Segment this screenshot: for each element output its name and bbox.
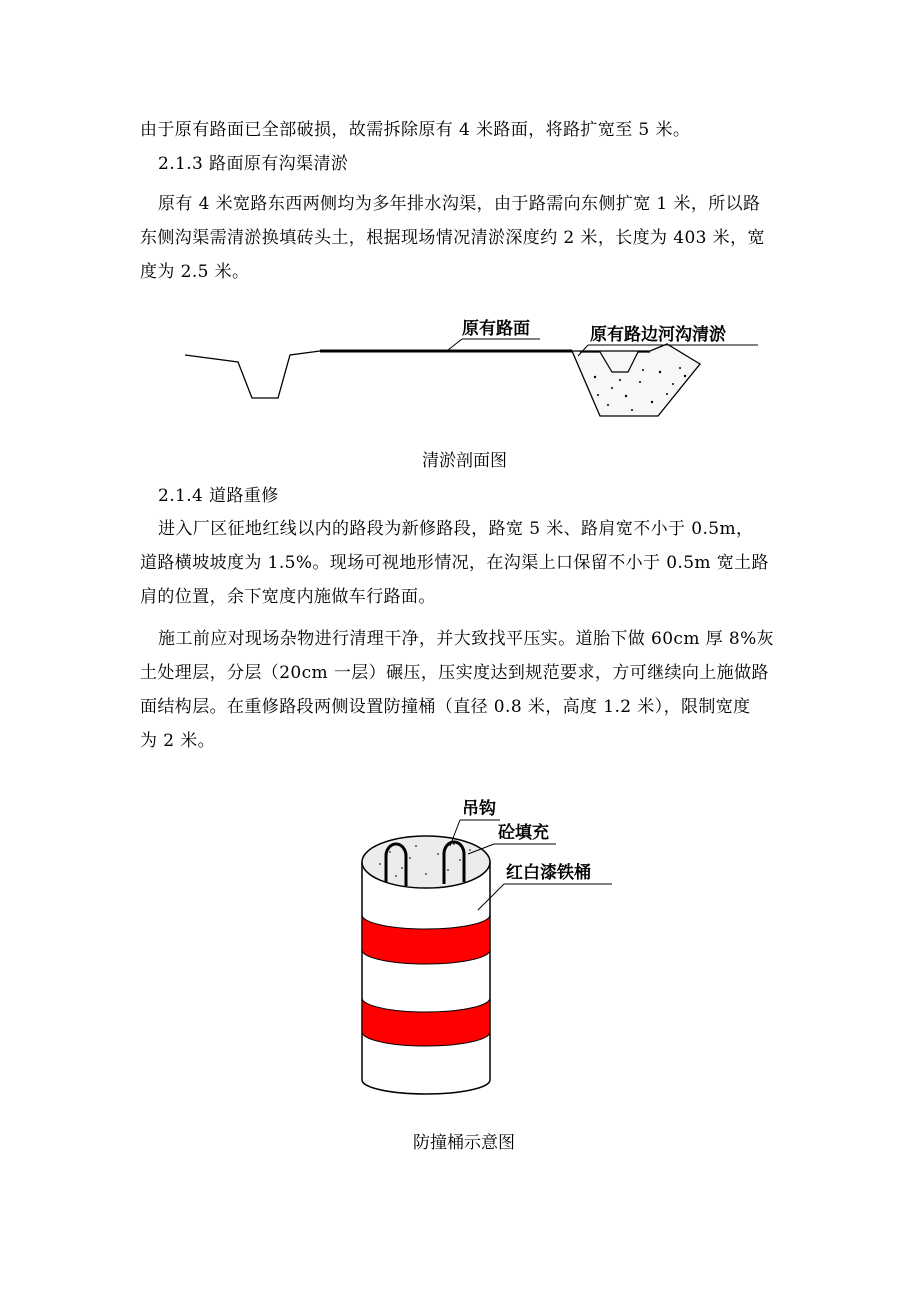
heading-2-1-4: 2.1.4 道路重修: [158, 486, 279, 506]
paragraph-construction-line4: 为 2 米。: [140, 731, 216, 751]
paragraph-construction-line3: 面结构层。在重修路段两侧设置防撞桶（直径 0.8 米，高度 1.2 米），限制宽度: [140, 697, 751, 717]
paragraph-road-line3: 肩的位置，余下宽度内施做车行路面。: [140, 587, 436, 607]
dredging-section-figure: [180, 310, 780, 430]
barrel-body: [362, 862, 490, 1094]
paragraph-demolition: 由于原有路面已全部破损，故需拆除原有 4 米路面，将路扩宽至 5 米。: [140, 120, 691, 140]
hook-label: 吊钩: [462, 799, 496, 819]
barrel-label: 红白漆铁桶: [506, 863, 591, 883]
figure1-caption: 清淤剖面图: [422, 451, 507, 471]
paragraph-road-line2: 道路横坡坡度为 1.5%。现场可视地形情况，在沟渠上口保留不小于 0.5m 宽土路: [140, 553, 769, 573]
paragraph-ditch-line3: 度为 2.5 米。: [140, 262, 250, 282]
heading-2-1-3: 2.1.3 路面原有沟渠清淤: [158, 154, 349, 174]
paragraph-construction-line2: 土处理层，分层（20cm 一层）碾压，压实度达到规范要求，方可继续向上施做路: [140, 663, 769, 683]
figure2-caption: 防撞桶示意图: [413, 1133, 515, 1153]
road-label-leader-diag: [448, 339, 462, 350]
fill-label: 砼填充: [498, 823, 549, 843]
paragraph-ditch-line1: 原有 4 米宽路东西两侧均为多年排水沟渠，由于路需向东侧扩宽 1 米，所以路: [158, 194, 761, 214]
ditch-dredge-label: 原有路边河沟清淤: [590, 325, 726, 345]
paragraph-ditch-line2: 东侧沟渠需清淤换填砖头土，根据现场情况清淤深度约 2 米，长度为 403 米，宽: [140, 228, 765, 248]
paragraph-road-line1: 进入厂区征地红线以内的路段为新修路段，路宽 5 米、路肩宽不小于 0.5m，: [158, 519, 754, 539]
road-surface-label: 原有路面: [462, 319, 530, 339]
paragraph-construction-line1: 施工前应对现场杂物进行清理干净，并大致找平压实。道胎下做 60cm 厚 8%灰: [158, 629, 775, 649]
left-ditch-outline: [185, 351, 320, 398]
crash-barrel-figure: [350, 790, 630, 1110]
barrel-top-concrete: [362, 836, 490, 888]
